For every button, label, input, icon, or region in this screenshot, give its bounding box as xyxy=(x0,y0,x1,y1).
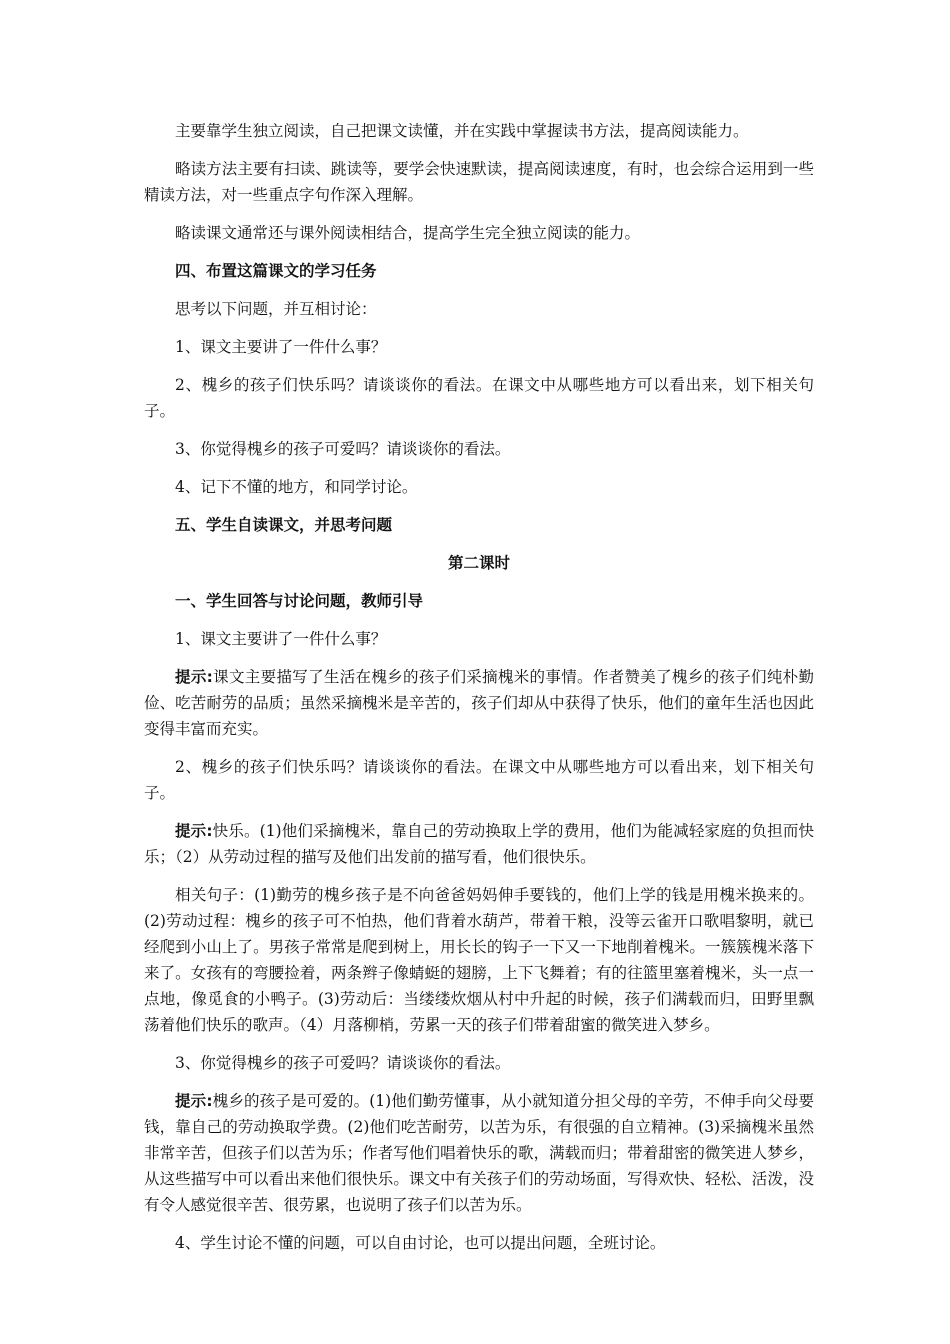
paragraph: 主要靠学生独立阅读，自己把课文读懂，并在实践中掌握读书方法，提高阅读能力。 xyxy=(175,122,749,140)
document-page xyxy=(144,118,814,1256)
question: 4、学生讨论不懂的问题，可以自由讨论，也可以提出问题，全班讨论。 xyxy=(175,1234,666,1252)
question: 1、课文主要讲了一件什么事？ xyxy=(175,338,387,356)
paragraph: 略读课文通常还与课外阅读相结合，提高学生完全独立阅读的能力。 xyxy=(175,224,641,242)
question: 2、槐乡的孩子们快乐吗？请谈谈你的看法。在课文中从哪些地方可以看出来，划下相关句子。 xyxy=(144,758,814,802)
answer-text: 槐乡的孩子是可爱的。(1)他们勤劳懂事，从小就知道分担父母的辛劳，不伸手向父母要钱，靠自己的劳动换取学费。(2)他们吃苦耐劳，以苦为乐，有很强的自立精神。(3)采摘槐米虽然非常辛苦，但孩子们以苦为乐；作者写他们唱着快乐的歌，满载而归；带着甜密的微笑进人梦乡，从这些描写中可以看出来他们很快乐。课文中有关孩子们的劳动场面，写得欢快、轻松、活泼，没有令人感觉很辛苦、很劳累，也说明了孩子们以苦为乐。 xyxy=(144,1092,814,1214)
question: 3、你觉得槐乡的孩子可爱吗？请谈谈你的看法。 xyxy=(175,1054,511,1072)
tip-label: 提示: xyxy=(175,1092,213,1110)
section-heading: 四、布置这篇课文的学习任务 xyxy=(175,262,377,280)
tip-label: 提示: xyxy=(175,668,213,686)
related-sentences: 相关句子：(1)勤劳的槐乡孩子是不向爸爸妈妈伸手要钱的，他们上学的钱是用槐米换来的。(2)劳动过程：槐乡的孩子可不怕热，他们背着水葫芦，带着干粮，没等云雀开口歌唱黎明，就已经爬到小山上了。男孩子常常是爬到树上，用长长的钩子一下又一下地削着槐米。一簇簇槐米落下来了。女孩有的弯腰捡着，两条辫子像蜻蜓的翅膀，上下飞舞着；有的往篮里塞着槐米，头一点一点地，像觅食的小鸭子。(3)劳动后：当缕缕炊烟从村中升起的时候，孩子们满载而归，田野里飘荡着他们快乐的歌声。（4）月落柳梢，劳累一天的孩子们带着甜蜜的微笑进入梦乡。 xyxy=(144,886,814,1034)
tip-label: 提示: xyxy=(175,822,213,840)
paragraph: 略读方法主要有扫读、跳读等，要学会快速默读，提高阅读速度，有时，也会综合运用到一些精读方法，对一些重点字句作深入理解。 xyxy=(144,160,814,204)
answer xyxy=(144,1088,814,1218)
question: 1、课文主要讲了一件什么事？ xyxy=(175,630,387,648)
session-title: 第二课时 xyxy=(447,554,510,572)
question: 3、你觉得槐乡的孩子可爱吗？请谈谈你的看法。 xyxy=(175,440,511,458)
section-heading: 五、学生自读课文，并思考问题 xyxy=(175,516,393,534)
question: 2、槐乡的孩子们快乐吗？请谈谈你的看法。在课文中从哪些地方可以看出来，划下相关句子。 xyxy=(144,376,814,420)
answer xyxy=(144,818,814,870)
paragraph: 思考以下问题，并互相讨论： xyxy=(175,300,377,318)
answer-text: 课文主要描写了生活在槐乡的孩子们采摘槐米的事情。作者赞美了槐乡的孩子们纯朴勤俭、吃苦耐劳的品质；虽然采摘槐米是辛苦的，孩子们却从中获得了快乐，他们的童年生活也因此变得丰富而充实。 xyxy=(144,668,814,738)
section-heading: 一、学生回答与讨论问题，教师引导 xyxy=(175,592,424,610)
answer-text: 快乐。(1)他们采摘槐米，靠自己的劳动换取上学的费用，他们为能减轻家庭的负担而快乐；（2）从劳动过程的描写及他们出发前的描写看，他们很快乐。 xyxy=(144,822,814,866)
question: 4、记下不懂的地方，和同学讨论。 xyxy=(175,478,418,496)
answer xyxy=(144,664,814,742)
